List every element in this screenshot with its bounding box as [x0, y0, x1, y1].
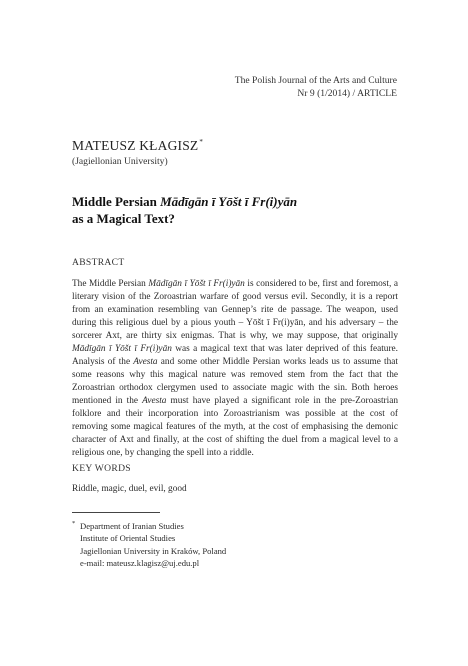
author-name-block: [72, 138, 203, 154]
abstract-paragraph: [72, 278, 398, 460]
abstract-part-italic: Mādīgān ī Yōšt ī Fr(i)yān: [72, 344, 172, 354]
abstract-part: is considered to be, first and foremost, a literary vision of the Zoroastrian warfare of good versus evil. Secondly, it is a report from an examination resembling van Gennep’s rite de passage. The weapon, used during this religious duel by a pious youth – Yōšt ī Fr(i)yān, and his adversary – the sorcerer Axt, are thirty six enigmas. That is why, we may suppose, that originally: [72, 279, 398, 341]
keywords-heading: KEY WORDS: [72, 463, 131, 474]
footnote-email[interactable]: e-mail: mateusz.klagisz@uj.edu.pl: [80, 557, 200, 568]
abstract-heading: ABSTRACT: [72, 257, 125, 268]
title-italic: Mādīgān ī Yōšt ī Fr(i)yān: [160, 194, 298, 209]
abstract-part: and some other Middle Persian works leads us to assume that some reasons why this magical nature was removed stem from the fact that the Zoroastrian orthodox clergymen used to associate magic with the sin. Both heroes mentioned in the: [72, 357, 398, 406]
footnote-line: Institute of Oriental Studies: [80, 533, 176, 544]
footnote-divider: [72, 512, 160, 513]
abstract-part: must have played a significant role in the pre-Zoroastrian folklore and their incorporation into Zoroastrianism was possible at the cost of removing some magical features of the myth, at the cost of emphasising the demonic character of Axt and finally, at the cost of shifting the duel from a magical level to a religious one, by changing the spell into a riddle.: [72, 396, 399, 458]
footnote-line: Department of Iranian Studies: [80, 521, 184, 531]
author-name: MATEUSZ KŁAGISZ: [72, 138, 199, 153]
abstract-part-italic: Avesta: [133, 357, 158, 367]
footnote-mark: *: [72, 520, 76, 527]
journal-issue: Nr 9 (1/2014) / ARTICLE: [297, 88, 397, 99]
article-title: [72, 193, 297, 227]
abstract-part: was a magical text that was later deprived of this feature. Analysis of the: [72, 344, 398, 367]
footnote: [72, 520, 227, 569]
journal-name: The Polish Journal of the Arts and Culture: [234, 75, 397, 86]
footnote-line: Jagiellonian University in Kraków, Poland: [80, 545, 227, 556]
keywords-text: Riddle, magic, duel, evil, good: [72, 484, 187, 494]
journal-header: [235, 74, 397, 100]
title-pre: Middle Persian: [72, 194, 161, 209]
author-affiliation: (Jagiellonian University): [72, 156, 168, 167]
author-footnote-mark: *: [199, 138, 204, 146]
abstract-part-italic: Avesta: [142, 396, 167, 406]
abstract-part: The Middle Persian: [72, 279, 149, 289]
title-line-1: [72, 193, 297, 210]
abstract-part-italic: Mādīgān ī Yōšt ī Fr(i)yān: [148, 279, 245, 289]
title-line-2: as a Magical Text?: [72, 211, 175, 226]
abstract-body: [72, 278, 398, 460]
